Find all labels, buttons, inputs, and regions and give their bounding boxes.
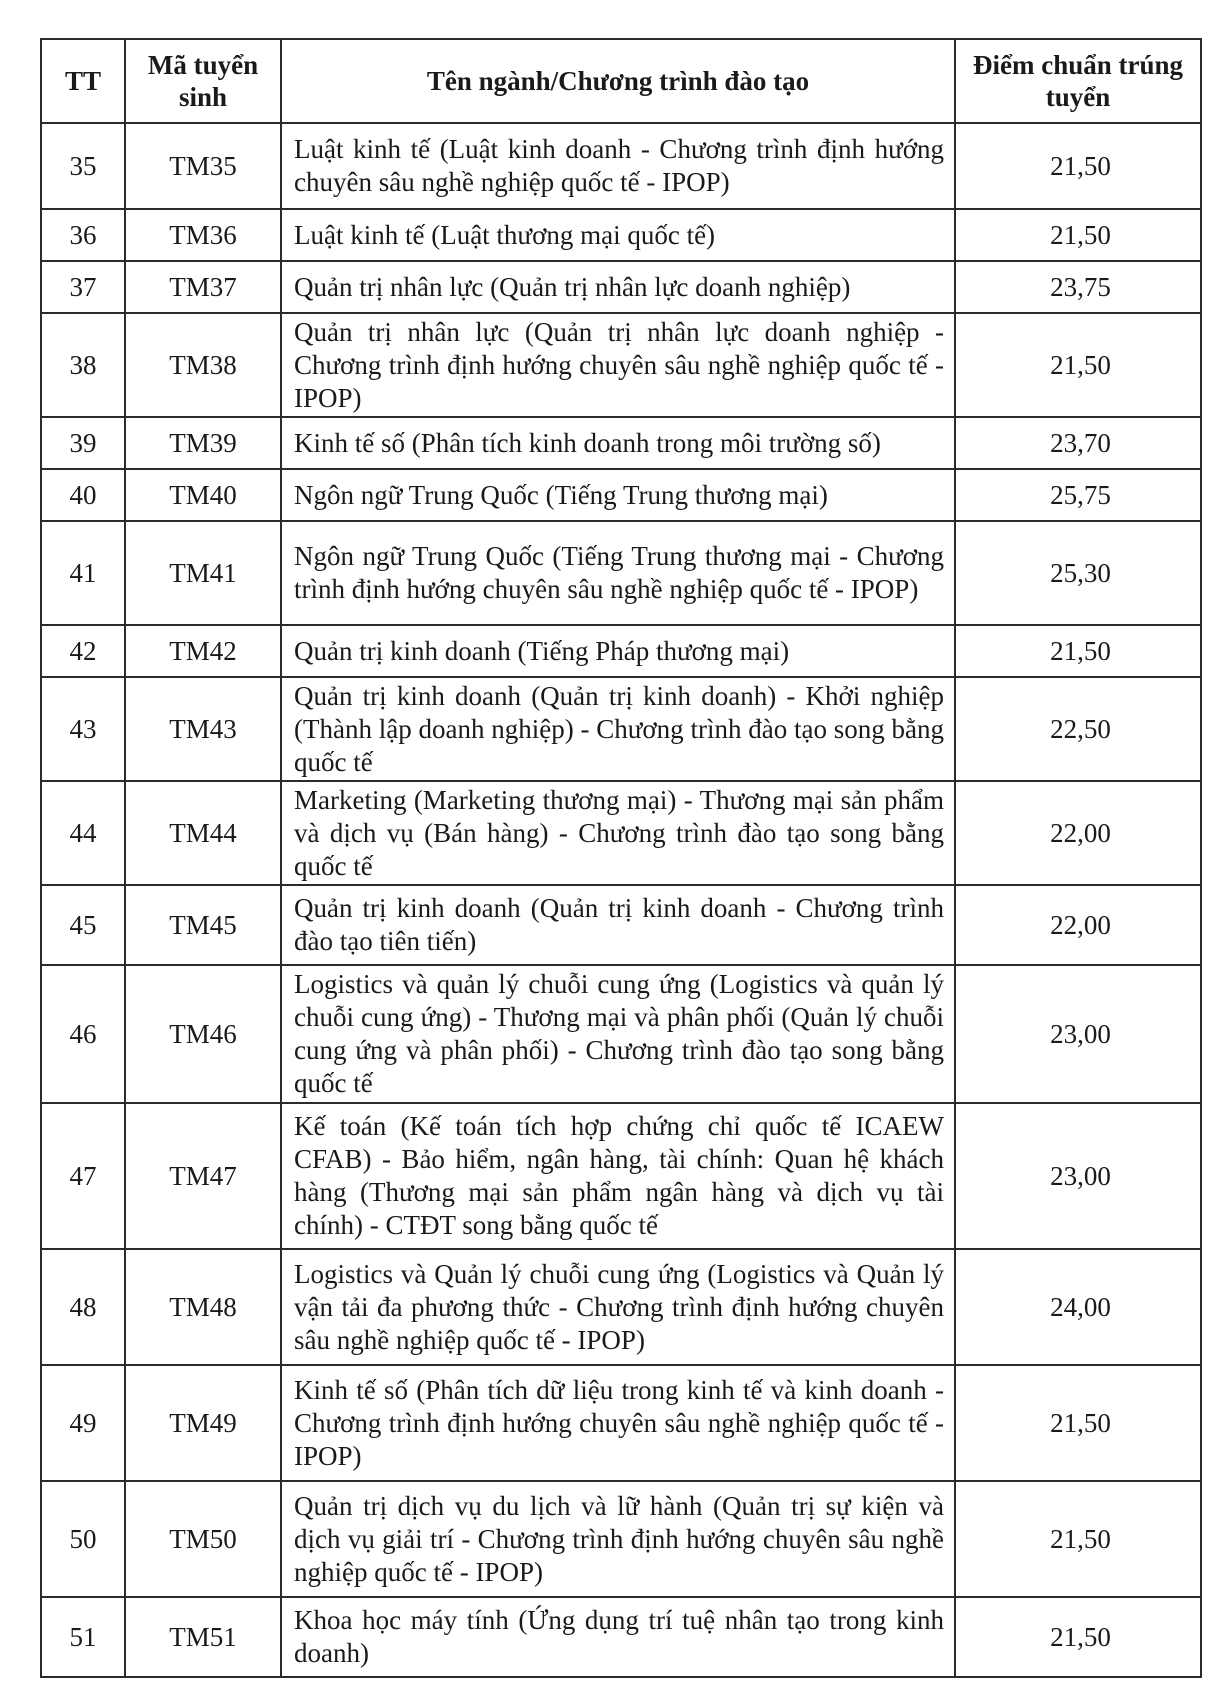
cell-score: 21,50 (955, 625, 1201, 677)
table-header-row (41, 39, 1201, 123)
cell-score: 21,50 (955, 1481, 1201, 1597)
table-row (41, 417, 1201, 469)
cell-program-name: Logistics và quản lý chuỗi cung ứng (Logistics và quản lý chuỗi cung ứng) - Thương mại và phân phối (Quản lý chuỗi cung ứng và phân phối) - Chương trình đào tạo song bằng quốc tế (281, 965, 955, 1103)
cell-code: TM37 (125, 261, 281, 313)
cell-code: TM42 (125, 625, 281, 677)
table-row (41, 1481, 1201, 1597)
cell-program-name: Logistics và Quản lý chuỗi cung ứng (Logistics và Quản lý vận tải đa phương thức - Chương trình định hướng chuyên sâu nghề nghiệp quốc tế - IPOP) (281, 1249, 955, 1365)
cell-score: 21,50 (955, 313, 1201, 417)
table-row (41, 469, 1201, 521)
cell-score: 22,00 (955, 781, 1201, 885)
cell-code: TM39 (125, 417, 281, 469)
cell-program-name: Khoa học máy tính (Ứng dụng trí tuệ nhân tạo trong kinh doanh) (281, 1597, 955, 1677)
cell-program-name: Ngôn ngữ Trung Quốc (Tiếng Trung thương mại) (281, 469, 955, 521)
table-row (41, 1103, 1201, 1249)
cell-code: TM35 (125, 123, 281, 209)
cell-code: TM49 (125, 1365, 281, 1481)
cell-program-name: Quản trị kinh doanh (Quản trị kinh doanh) - Khởi nghiệp (Thành lập doanh nghiệp) - Chương trình đào tạo song bằng quốc tế (281, 677, 955, 781)
table-row (41, 521, 1201, 625)
cell-code: TM45 (125, 885, 281, 965)
table-row (41, 1249, 1201, 1365)
cell-code: TM44 (125, 781, 281, 885)
table-row (41, 885, 1201, 965)
header-tt: TT (41, 39, 125, 123)
cell-program-name: Quản trị kinh doanh (Tiếng Pháp thương mại) (281, 625, 955, 677)
cell-score: 23,00 (955, 1103, 1201, 1249)
cell-code: TM48 (125, 1249, 281, 1365)
cell-program-name: Quản trị nhân lực (Quản trị nhân lực doanh nghiệp - Chương trình định hướng chuyên sâu nghề nghiệp quốc tế - IPOP) (281, 313, 955, 417)
cell-score: 21,50 (955, 123, 1201, 209)
cell-score: 25,75 (955, 469, 1201, 521)
cell-tt: 44 (41, 781, 125, 885)
cell-tt: 38 (41, 313, 125, 417)
header-code: Mã tuyển sinh (125, 39, 281, 123)
cell-program-name: Kế toán (Kế toán tích hợp chứng chỉ quốc tế ICAEW CFAB) - Bảo hiểm, ngân hàng, tài chính: Quan hệ khách hàng (Thương mại sản phẩm ngân hàng và dịch vụ tài chính) - CTĐT song bằng quốc tế (281, 1103, 955, 1249)
cell-tt: 48 (41, 1249, 125, 1365)
table-row (41, 261, 1201, 313)
table-row (41, 1365, 1201, 1481)
cell-tt: 36 (41, 209, 125, 261)
cell-code: TM51 (125, 1597, 281, 1677)
cell-score: 21,50 (955, 1597, 1201, 1677)
cell-tt: 37 (41, 261, 125, 313)
cell-tt: 45 (41, 885, 125, 965)
cell-program-name: Quản trị kinh doanh (Quản trị kinh doanh - Chương trình đào tạo tiên tiến) (281, 885, 955, 965)
cell-tt: 50 (41, 1481, 125, 1597)
table-row (41, 677, 1201, 781)
cell-program-name: Luật kinh tế (Luật kinh doanh - Chương trình định hướng chuyên sâu nghề nghiệp quốc tế - IPOP) (281, 123, 955, 209)
cell-program-name: Marketing (Marketing thương mại) - Thương mại sản phẩm và dịch vụ (Bán hàng) - Chương trình đào tạo song bằng quốc tế (281, 781, 955, 885)
cell-tt: 35 (41, 123, 125, 209)
cell-program-name: Luật kinh tế (Luật thương mại quốc tế) (281, 209, 955, 261)
cell-code: TM40 (125, 469, 281, 521)
cell-score: 22,00 (955, 885, 1201, 965)
cell-tt: 42 (41, 625, 125, 677)
cell-code: TM46 (125, 965, 281, 1103)
cell-tt: 43 (41, 677, 125, 781)
table-row (41, 313, 1201, 417)
cell-tt: 46 (41, 965, 125, 1103)
cell-program-name: Quản trị nhân lực (Quản trị nhân lực doanh nghiệp) (281, 261, 955, 313)
cell-tt: 47 (41, 1103, 125, 1249)
table-row (41, 1597, 1201, 1677)
cell-code: TM47 (125, 1103, 281, 1249)
cell-score: 23,75 (955, 261, 1201, 313)
cell-tt: 40 (41, 469, 125, 521)
cell-tt: 51 (41, 1597, 125, 1677)
admission-scores-table (40, 38, 1202, 1678)
cell-code: TM38 (125, 313, 281, 417)
header-score: Điểm chuẩn trúng tuyển (955, 39, 1201, 123)
cell-code: TM41 (125, 521, 281, 625)
cell-program-name: Ngôn ngữ Trung Quốc (Tiếng Trung thương mại - Chương trình định hướng chuyên sâu nghề nghiệp quốc tế - IPOP) (281, 521, 955, 625)
cell-score: 23,00 (955, 965, 1201, 1103)
cell-score: 21,50 (955, 209, 1201, 261)
header-name: Tên ngành/Chương trình đào tạo (281, 39, 955, 123)
cell-score: 25,30 (955, 521, 1201, 625)
table-row (41, 625, 1201, 677)
cell-program-name: Kinh tế số (Phân tích kinh doanh trong môi trường số) (281, 417, 955, 469)
cell-code: TM50 (125, 1481, 281, 1597)
cell-score: 24,00 (955, 1249, 1201, 1365)
table-row (41, 781, 1201, 885)
cell-tt: 39 (41, 417, 125, 469)
table-row (41, 123, 1201, 209)
cell-score: 22,50 (955, 677, 1201, 781)
cell-score: 23,70 (955, 417, 1201, 469)
cell-code: TM36 (125, 209, 281, 261)
cell-tt: 49 (41, 1365, 125, 1481)
cell-program-name: Quản trị dịch vụ du lịch và lữ hành (Quản trị sự kiện và dịch vụ giải trí - Chương trình định hướng chuyên sâu nghề nghiệp quốc tế - IPOP) (281, 1481, 955, 1597)
cell-tt: 41 (41, 521, 125, 625)
cell-code: TM43 (125, 677, 281, 781)
table-row (41, 965, 1201, 1103)
cell-score: 21,50 (955, 1365, 1201, 1481)
cell-program-name: Kinh tế số (Phân tích dữ liệu trong kinh tế và kinh doanh - Chương trình định hướng chuyên sâu nghề nghiệp quốc tế - IPOP) (281, 1365, 955, 1481)
table-row (41, 209, 1201, 261)
